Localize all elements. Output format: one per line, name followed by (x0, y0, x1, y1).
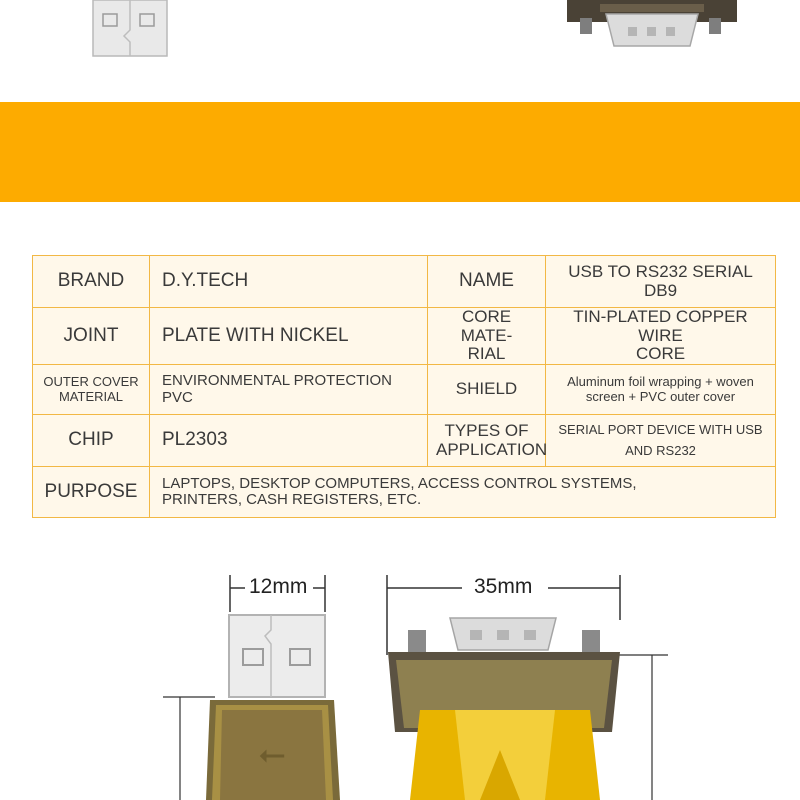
spec-key-shield: SHIELD (428, 365, 546, 415)
table-row (33, 365, 776, 415)
spec-value-joint: PLATE WITH NICKEL (150, 308, 428, 365)
orange-banner (0, 102, 800, 202)
svg-text:⭠: ⭠ (258, 734, 286, 774)
spec-key-joint: JOINT (33, 308, 150, 365)
connector-dimension-illustration (0, 560, 800, 800)
spec-key-name: NAME (428, 256, 546, 308)
spec-value-name: USB TO RS232 SERIAL DB9 (546, 256, 776, 308)
top-connectors-illustration (0, 0, 800, 100)
spec-value-brand: D.Y.TECH (150, 256, 428, 308)
spec-key-application-types: TYPES OF APPLICATION (428, 415, 546, 467)
top-product-strip (0, 0, 800, 100)
dimension-diagram (0, 560, 800, 800)
spec-key-core-material: CORE MATE- RIAL (428, 308, 546, 365)
usb-width-label: 12mm (245, 575, 311, 599)
spec-value-chip: PL2303 (150, 415, 428, 467)
table-row (33, 308, 776, 365)
spec-value-shield: Aluminum foil wrapping + woven screen + PVC outer cover (546, 365, 776, 415)
table-row (33, 256, 776, 308)
usb-plug (206, 615, 340, 800)
specifications-table (32, 255, 776, 518)
table-row (33, 467, 776, 518)
spec-key-chip: CHIP (33, 415, 150, 467)
usb-plug-top (93, 0, 167, 56)
spec-key-brand: BRAND (33, 256, 150, 308)
db9-connector-top (567, 0, 737, 46)
spec-value-purpose: LAPTOPS, DESKTOP COMPUTERS, ACCESS CONTROL SYSTEMS, PRINTERS, CASH REGISTERS, ETC. (150, 467, 776, 518)
spec-value-outer-cover: ENVIRONMENTAL PROTECTION PVC (150, 365, 428, 415)
db9-width-label: 35mm (470, 575, 536, 599)
table-row (33, 415, 776, 467)
db9-connector (388, 618, 620, 800)
spec-value-core-material: TIN-PLATED COPPER WIRE CORE (546, 308, 776, 365)
spec-value-application-types: SERIAL PORT DEVICE WITH USB AND RS232 (546, 415, 776, 467)
spec-key-outer-cover: OUTER COVER MATERIAL (33, 365, 150, 415)
spec-key-purpose: PURPOSE (33, 467, 150, 518)
